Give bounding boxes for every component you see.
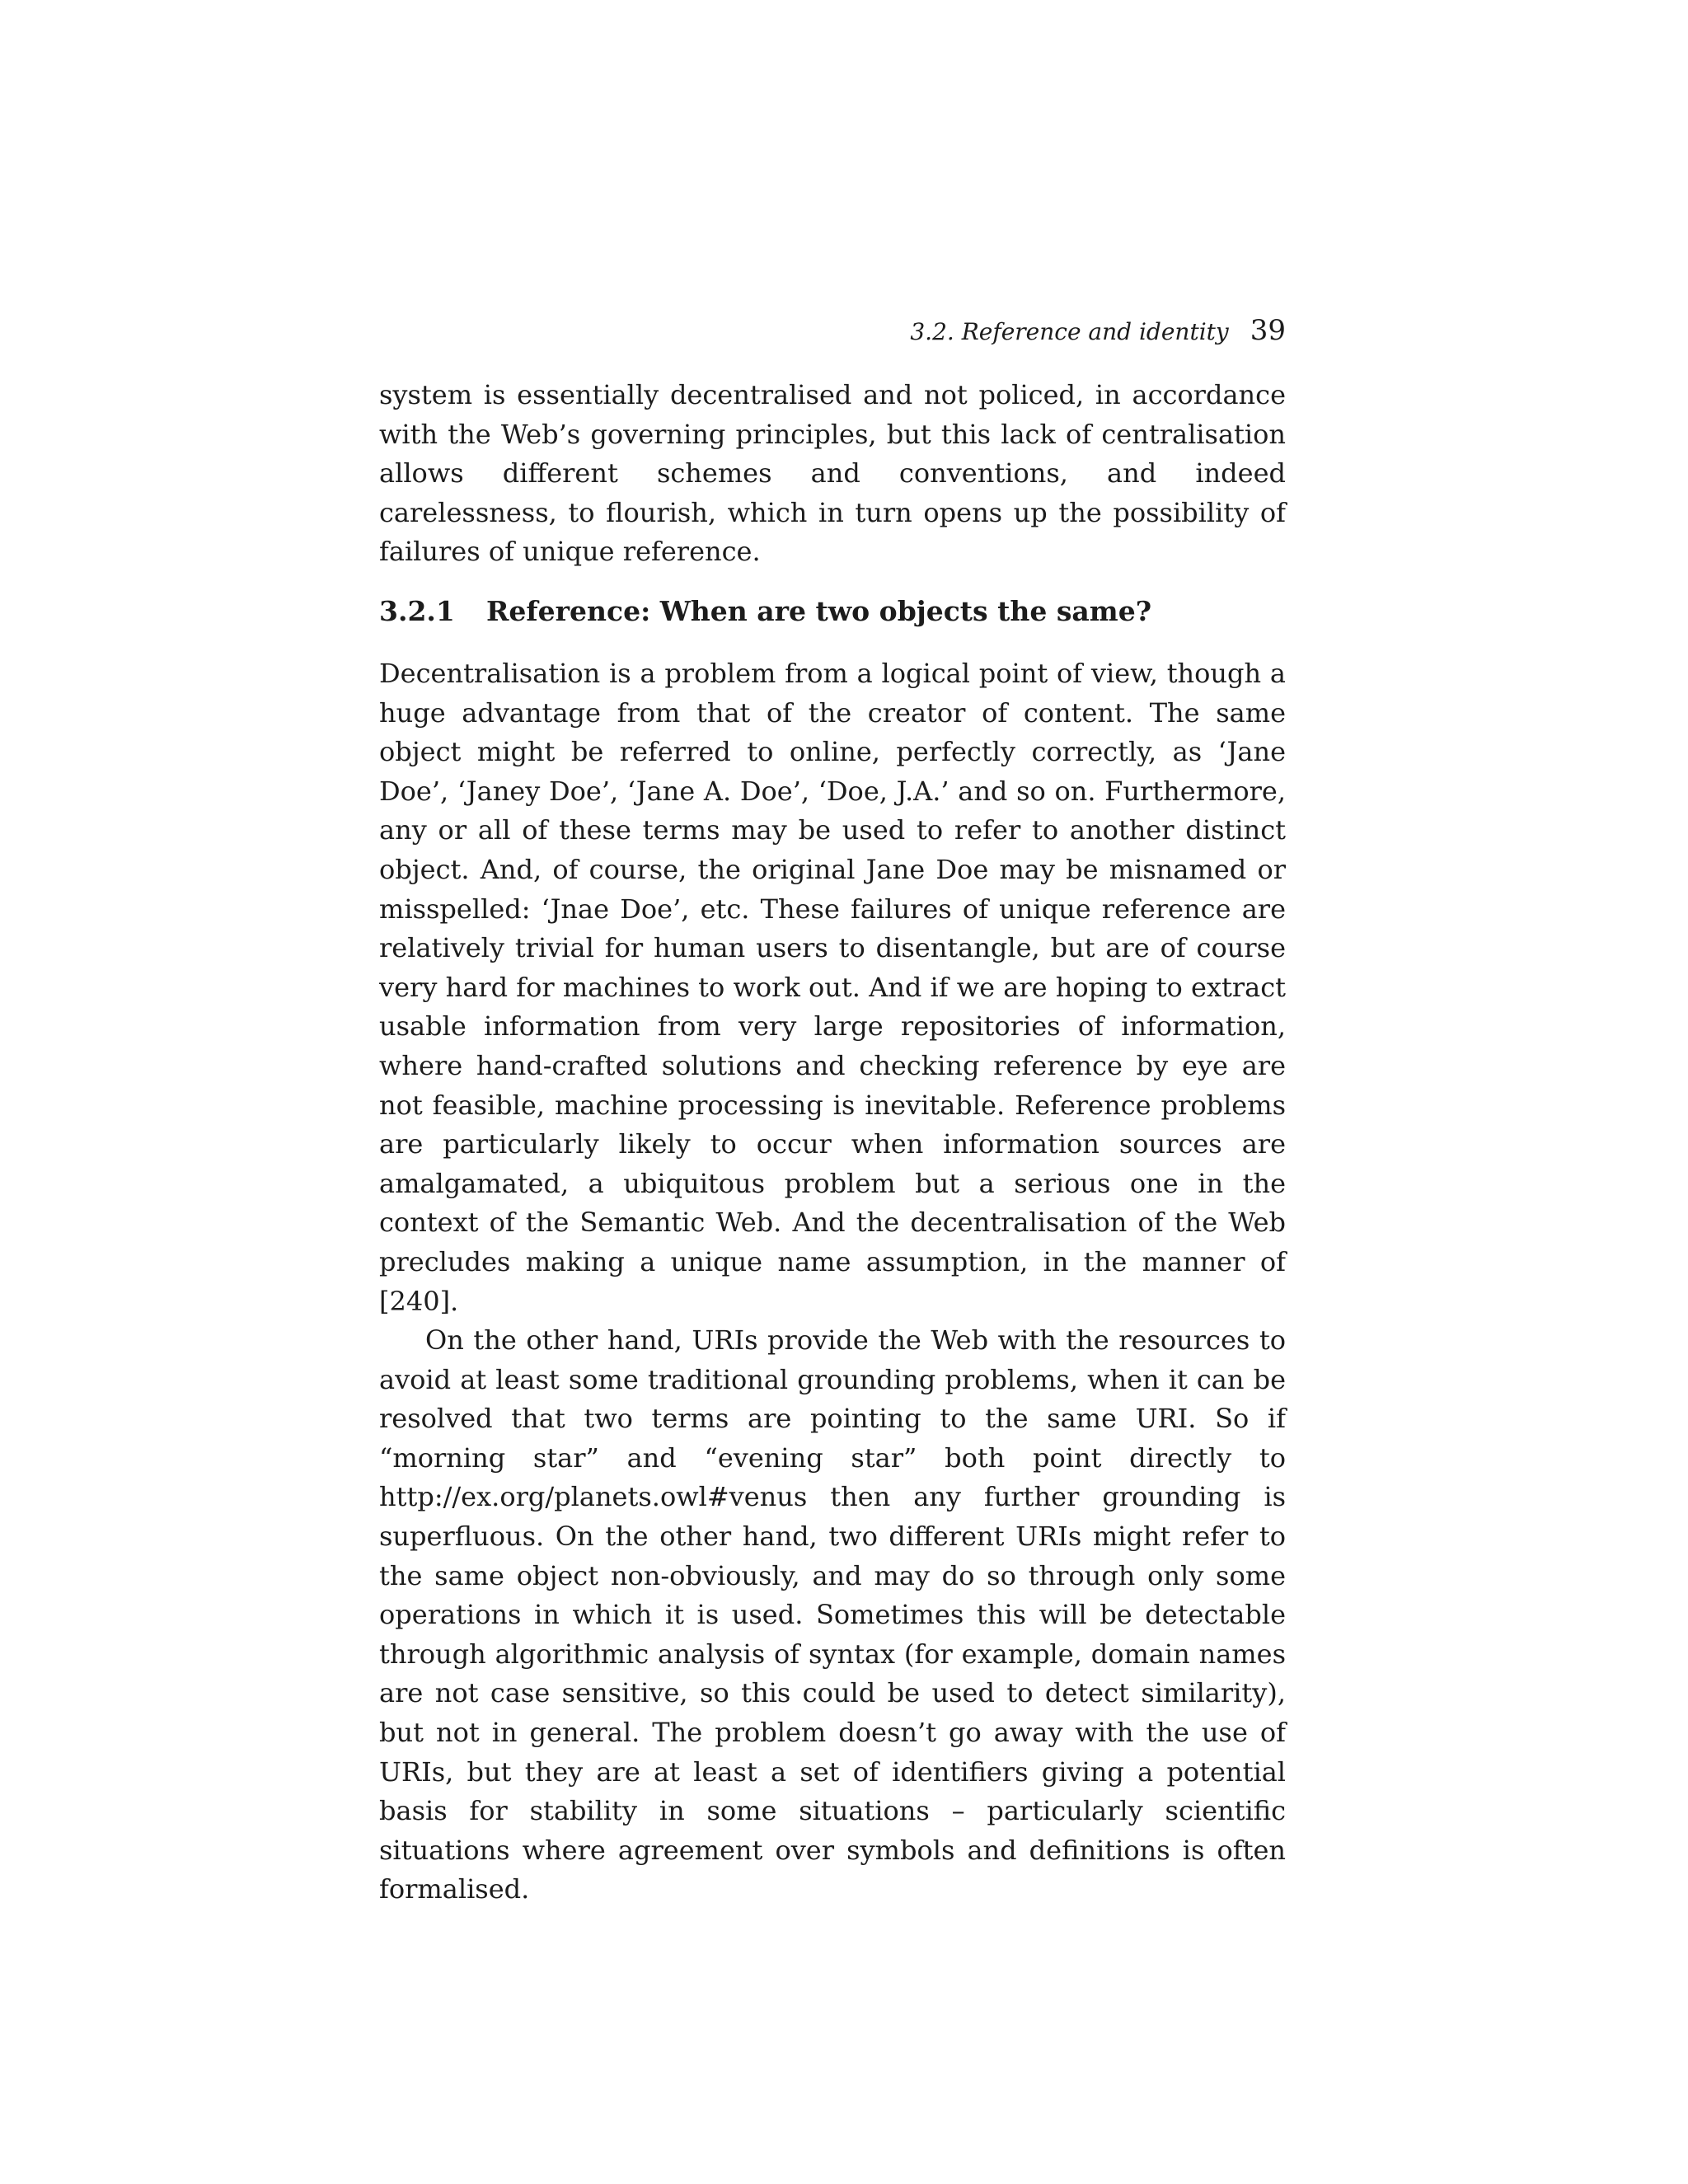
paragraph: Decentralisation is a problem from a logical point of view, though a huge advantage from that of the creator of content. The same object might be referred to online, perfectly correctly, as ‘Jane Doe’, ‘Janey Doe’, ‘Jane A. Doe’, ‘Doe, J.A.’ and so on. Furthermore, any or all of these terms may be used to refer to another distinct object. And, of course, the original Jane Doe may be misnamed or misspelled: ‘Jnae Doe’, etc. These failures of unique reference are relatively trivial for human users to disentangle, but are of course very hard for machines to work out. And if we are hoping to extract usable information from very large repositories of information, where hand-crafted solutions and checking reference by eye are not feasible, machine processing is inevitable. Reference problems are particularly likely to occur when information sources are amalgamated, a ubiquitous problem but a serious one in the context of the Semantic Web. And the decentralisation of the Web precludes making a unique name assumption, in the manner of [240]. <box>379 658 1286 1317</box>
paragraph: On the other hand, URIs provide the Web with the resources to avoid at least some traditional grounding problems, when it can be resolved that two terms are pointing to the same URI. So if “morning star” and “evening star” both point directly to http://ex.org/planets.owl#venus then any further grounding is superfluous. On the other hand, two different URIs might refer to the same object non-obviously, and may do so through only some operations in which it is used. Sometimes this will be detectable through algorithmic analysis of syntax (for example, domain names are not case sensitive, so this could be used to detect similarity), but not in general. The problem doesn’t go away with the use of URIs, but they are at least a set of identifiers giving a potential basis for stability in some situations – particularly scientific situations where agreement over symbols and definitions is often formalised. <box>379 1324 1286 1905</box>
section-body <box>379 654 1286 1910</box>
section-title: Reference: When are two objects the same? <box>486 595 1152 627</box>
page-number: 39 <box>1250 314 1286 347</box>
section-number: 3.2.1 <box>379 595 455 627</box>
section-heading <box>379 592 1286 631</box>
running-header <box>379 314 1286 347</box>
paragraph: system is essentially decentralised and not policed, in accordance with the Web’s governing principles, but this lack of centralisation allows different schemes and conventions, and indeed carelessness, to flourish, which in turn opens up the possibility of failures of unique reference. <box>379 379 1286 568</box>
carryover-text <box>379 376 1286 572</box>
running-head-section: 3.2. Reference and identity <box>910 318 1229 345</box>
